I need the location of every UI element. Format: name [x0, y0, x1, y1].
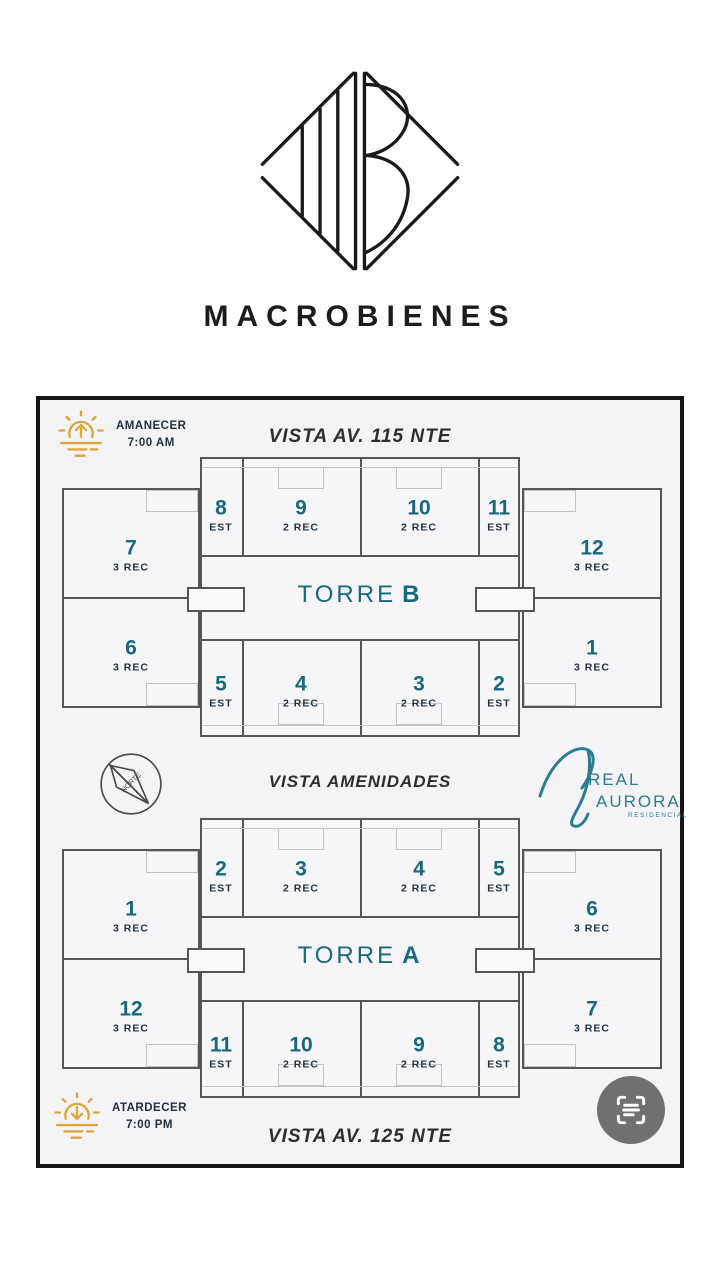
tower-b-unit-1: 1 3 REC: [574, 636, 610, 674]
vista-amenidades-label: VISTA AMENIDADES: [268, 772, 452, 791]
balcony-line: [203, 1086, 517, 1087]
tower-a-unit-11: 11 EST: [209, 1033, 233, 1071]
elevator-connector: [475, 587, 535, 612]
wall: [360, 1000, 362, 1098]
vista-bottom-label: VISTA AV. 125 NTE: [267, 1126, 453, 1147]
wall: [360, 818, 362, 916]
balcony-notch: [278, 828, 324, 850]
wall: [200, 916, 520, 918]
tower-name-prefix: TORRE: [297, 581, 397, 608]
elevator-connector: [187, 587, 245, 612]
tower-a-name: [200, 942, 520, 970]
balcony-line: [203, 828, 517, 829]
tower-b-unit-7: 7 3 REC: [113, 536, 149, 574]
sunset-label: ATARDECER: [112, 1102, 187, 1115]
sunrise-text: [116, 418, 186, 451]
wall: [242, 639, 244, 737]
tower-a-unit-4: 4 2 REC: [401, 857, 437, 895]
wall: [62, 597, 200, 599]
elevator-connector: [187, 948, 245, 973]
aurora-residencial-text: RESIDENCIAL: [628, 812, 688, 819]
tower-a-unit-8: 8 EST: [487, 1033, 511, 1071]
scan-text-button[interactable]: [597, 1076, 665, 1144]
compass-norte-label: NORTE: [118, 770, 143, 795]
tower-b-unit-8: 8 EST: [209, 496, 233, 534]
tower-b-unit-3: 3 2 REC: [401, 672, 437, 710]
balcony-notch: [396, 828, 442, 850]
wall: [242, 818, 244, 916]
balcony-notch: [524, 851, 576, 873]
wall: [200, 555, 520, 557]
wall: [478, 639, 480, 737]
brand-name: MACROBIENES: [203, 300, 517, 333]
tower-a-unit-3: 3 2 REC: [283, 857, 319, 895]
sunrise-time: 7:00 AM: [127, 437, 175, 449]
tower-b: [40, 457, 680, 737]
wall: [478, 1000, 480, 1098]
balcony-notch: [524, 683, 576, 706]
tower-b-unit-6: 6 3 REC: [113, 636, 149, 674]
tower-b-unit-2: 2 EST: [487, 672, 511, 710]
wall: [522, 958, 662, 960]
scan-text-icon: [612, 1091, 650, 1129]
tower-b-name: [200, 581, 520, 609]
balcony-line: [203, 467, 517, 468]
tower-a: [40, 818, 680, 1098]
floorplan-sheet: [36, 396, 688, 1168]
balcony-notch: [396, 467, 442, 489]
macrobienes-diamond-logo-icon: [249, 60, 471, 282]
balcony-notch: [524, 490, 576, 512]
balcony-notch: [146, 851, 198, 873]
wall: [242, 1000, 244, 1098]
tower-a-unit-1: 1 3 REC: [113, 897, 149, 935]
balcony-line: [203, 725, 517, 726]
tower-name-letter: A: [402, 942, 423, 969]
tower-a-unit-12: 12 3 REC: [113, 997, 149, 1035]
balcony-notch: [278, 467, 324, 489]
wall: [242, 457, 244, 555]
tower-a-unit-10: 10 2 REC: [283, 1033, 319, 1071]
balcony-notch: [524, 1044, 576, 1067]
vista-top-label: VISTA AV. 115 NTE: [268, 426, 452, 447]
brand-header: [0, 60, 720, 334]
balcony-notch: [146, 490, 198, 512]
elevator-connector: [475, 948, 535, 973]
sunrise-label: AMANECER: [116, 420, 187, 433]
tower-a-unit-2: 2 EST: [209, 857, 233, 895]
tower-b-unit-9: 9 2 REC: [283, 496, 319, 534]
tower-a-unit-9: 9 2 REC: [401, 1033, 437, 1071]
wall: [478, 457, 480, 555]
tower-b-unit-12: 12 3 REC: [574, 536, 610, 574]
tower-b-unit-11: 11 EST: [487, 496, 511, 534]
wall: [62, 958, 200, 960]
north-arrow-compass-icon: [95, 748, 167, 820]
tower-a-unit-6: 6 3 REC: [574, 897, 610, 935]
tower-a-unit-5: 5 EST: [487, 857, 511, 895]
wall: [360, 639, 362, 737]
aurora-real-text: REAL: [588, 770, 641, 789]
tower-b-unit-5: 5 EST: [209, 672, 233, 710]
tower-b-unit-4: 4 2 REC: [283, 672, 319, 710]
wall: [522, 597, 662, 599]
sunrise-arrow-up-icon: [54, 406, 108, 464]
tower-name-letter: B: [402, 581, 423, 608]
tower-name-prefix: TORRE: [297, 942, 397, 969]
tower-b-unit-10: 10 2 REC: [401, 496, 437, 534]
wall: [478, 818, 480, 916]
sunset-time: 7:00 PM: [126, 1119, 173, 1131]
sunrise-note: [54, 406, 186, 464]
wall: [360, 457, 362, 555]
aurora-aurora-text: AURORA: [596, 792, 681, 811]
balcony-notch: [146, 1044, 198, 1067]
tower-a-unit-7: 7 3 REC: [574, 997, 610, 1035]
balcony-notch: [146, 683, 198, 706]
